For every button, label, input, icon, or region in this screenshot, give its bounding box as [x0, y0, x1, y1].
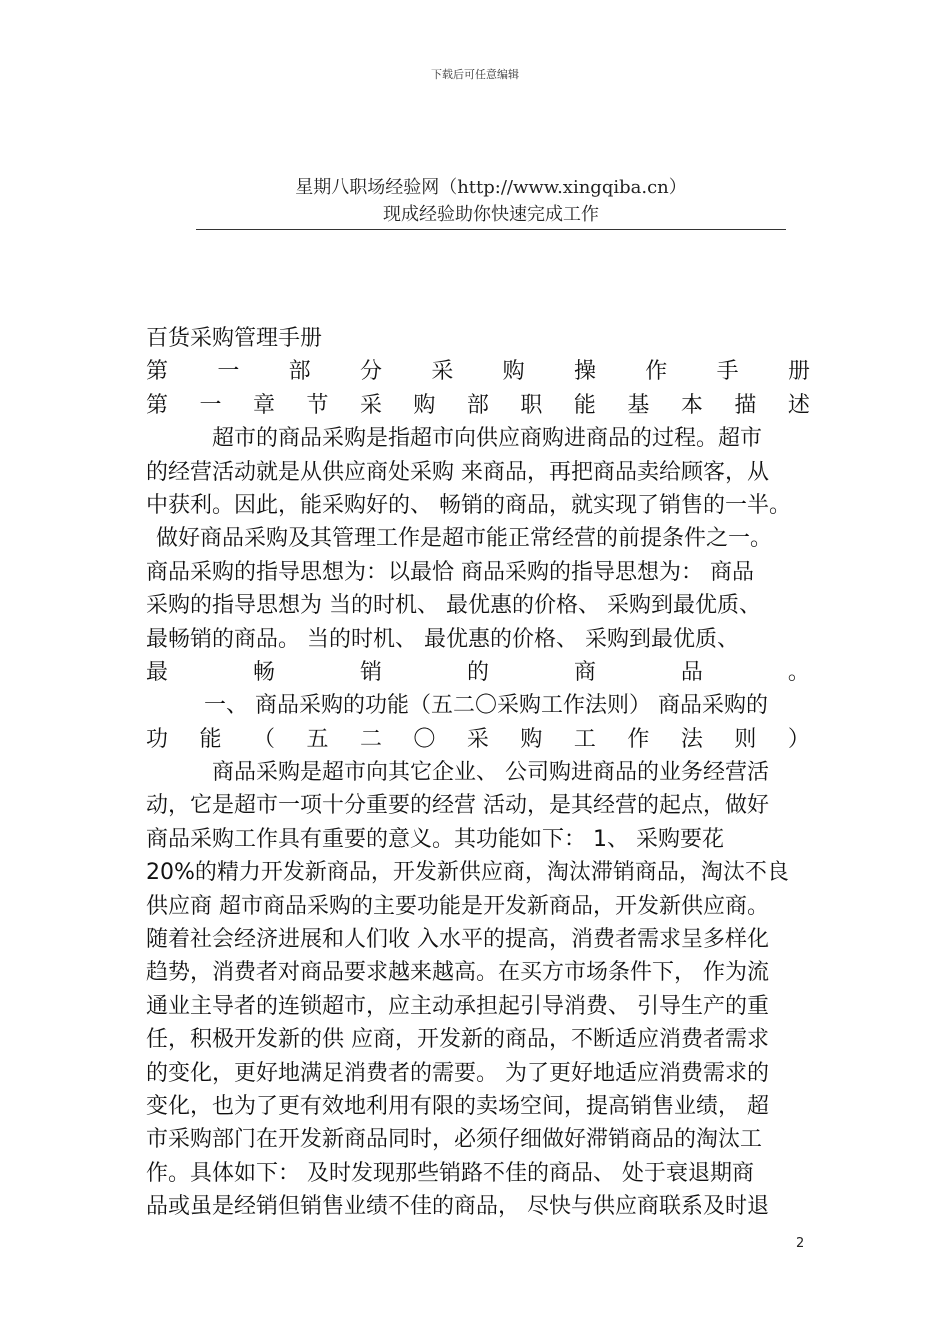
- spread-char: 分: [359, 359, 382, 385]
- spread-char: 购: [502, 359, 525, 385]
- paragraph-line: 采购的指导思想为 当的时机、 最优惠的价格、 采购到最优质、: [146, 593, 761, 619]
- spread-char: 第: [146, 359, 169, 385]
- paragraph-line: 的经营活动就是从供应商处采购 来商品，再把商品卖给顾客，从: [146, 459, 769, 485]
- spread-char: 基: [627, 392, 650, 418]
- spread-char: 品: [680, 659, 703, 685]
- paragraph-line: 市采购部门在开发新商品同时，必须仔细做好滞销商品的淘汰工: [146, 1127, 763, 1153]
- spread-char: 销: [359, 659, 382, 685]
- spread-char: 购: [520, 726, 543, 752]
- spread-char: 能: [573, 392, 596, 418]
- spread-char: 部: [466, 392, 489, 418]
- spread-char: 描: [734, 392, 757, 418]
- spread-char: 手: [716, 359, 739, 385]
- paragraph-line: 的变化，更好地满足消费者的需要。 为了更好地适应消费需求的: [146, 1060, 769, 1086]
- spread-char: 章: [252, 392, 275, 418]
- paragraph-line: 商品采购的指导思想为：以最恰 商品采购的指导思想为： 商品: [146, 559, 754, 585]
- spread-char: 二: [359, 726, 382, 752]
- spread-char: 的: [466, 659, 489, 685]
- paragraph-line: 通业主导者的连锁超市，应主动承担起引导消费、 引导生产的重: [146, 993, 769, 1019]
- spread-char: 节: [306, 392, 329, 418]
- spread-char: 畅: [252, 659, 275, 685]
- paragraph-line: 随着社会经济进展和人们收 入水平的提高，消费者需求呈多样化: [146, 927, 769, 953]
- paragraph-line: 动，它是超市一项十分重要的经营 活动，是其经营的起点，做好: [146, 793, 769, 819]
- document-title: 百货采购管理手册: [146, 326, 323, 351]
- paragraph-line: 超市的商品采购是指超市向供应商购进商品的过程。超市: [212, 426, 763, 452]
- paragraph-line: 中获利。因此，能采购好的、 畅销的商品，就实现了销售的一半。: [146, 492, 791, 518]
- banner-divider: [196, 229, 786, 230]
- paragraph-line: 最畅销的商品。 当的时机、 最优惠的价格、 采购到最优质、: [146, 626, 739, 652]
- spread-char: 述: [787, 392, 810, 418]
- paragraph-line: 品或虽是经销但销售业绩不佳的商品， 尽快与供应商联系及时退: [146, 1194, 769, 1220]
- spread-char: 工: [573, 726, 596, 752]
- spread-char: 功: [146, 726, 169, 752]
- spread-char: 一: [217, 359, 240, 385]
- spread-char: 能: [199, 726, 222, 752]
- spread-char: 最: [146, 659, 169, 685]
- paragraph-line: 任，积极开发新的供 应商，开发新的商品，不断适应消费者需求: [146, 1027, 769, 1053]
- spread-char: 则: [734, 726, 757, 752]
- spread-char: 采: [359, 392, 382, 418]
- spread-char: 职: [520, 392, 543, 418]
- spread-char: 五: [306, 726, 329, 752]
- spread-char: 作: [645, 359, 668, 385]
- spread-char: 操: [573, 359, 596, 385]
- paragraph-line: 趋势，消费者对商品要求越来越高。在买方市场条件下， 作为流: [146, 960, 769, 986]
- spread-char: （: [252, 726, 275, 752]
- paragraph-line: 作。具体如下： 及时发现那些销路不佳的商品、 处于衰退期商: [146, 1160, 754, 1186]
- spread-char: 作: [627, 726, 650, 752]
- spread-char: 采: [431, 359, 454, 385]
- paragraph-line: 变化，也为了更有效地利用有限的卖场空间，提高销售业绩， 超: [146, 1093, 769, 1119]
- document-body: [146, 322, 810, 1224]
- spread-char: ）: [787, 726, 810, 752]
- section-heading-line: 一、 商品采购的功能（五二〇采购工作法则） 商品采购的: [204, 693, 768, 719]
- site-banner-title: 星期八职场经验网（http://www.xingqiba.cn）: [295, 177, 687, 198]
- paragraph-line: 供应商 超市商品采购的主要功能是开发新商品，开发新供应商。: [146, 893, 769, 919]
- page-number: 2: [796, 1236, 805, 1251]
- spread-char: 本: [680, 392, 703, 418]
- spread-char: 部: [288, 359, 311, 385]
- spread-char: 第: [146, 392, 169, 418]
- spread-char: 商: [573, 659, 596, 685]
- paragraph-line: 商品采购工作具有重要的意义。其功能如下： 1、 采购要花: [146, 826, 724, 852]
- header-note: 下载后可任意编辑: [431, 68, 519, 81]
- section-heading-line-spread: [146, 723, 810, 756]
- spread-char: 册: [787, 359, 810, 385]
- paragraph-line-spread: [146, 656, 810, 689]
- spread-char: 一: [199, 392, 222, 418]
- paragraph-line: 商品采购是超市向其它企业、 公司购进商品的业务经营活: [212, 760, 769, 786]
- site-banner: [196, 174, 786, 228]
- spread-char: 〇: [413, 726, 436, 752]
- paragraph-line: 20%的精力开发新商品，开发新供应商，淘汰滞销商品，淘汰不良: [146, 860, 789, 886]
- paragraph-line: 做好商品采购及其管理工作是超市能正常经营的前提条件之一。: [156, 526, 773, 552]
- spread-char: 。: [787, 659, 810, 685]
- site-banner-slogan: 现成经验助你快速完成工作: [383, 204, 599, 225]
- spread-char: 采: [466, 726, 489, 752]
- chapter-heading: [146, 389, 810, 422]
- spread-char: 法: [680, 726, 703, 752]
- part-heading: [146, 355, 810, 388]
- spread-char: 购: [413, 392, 436, 418]
